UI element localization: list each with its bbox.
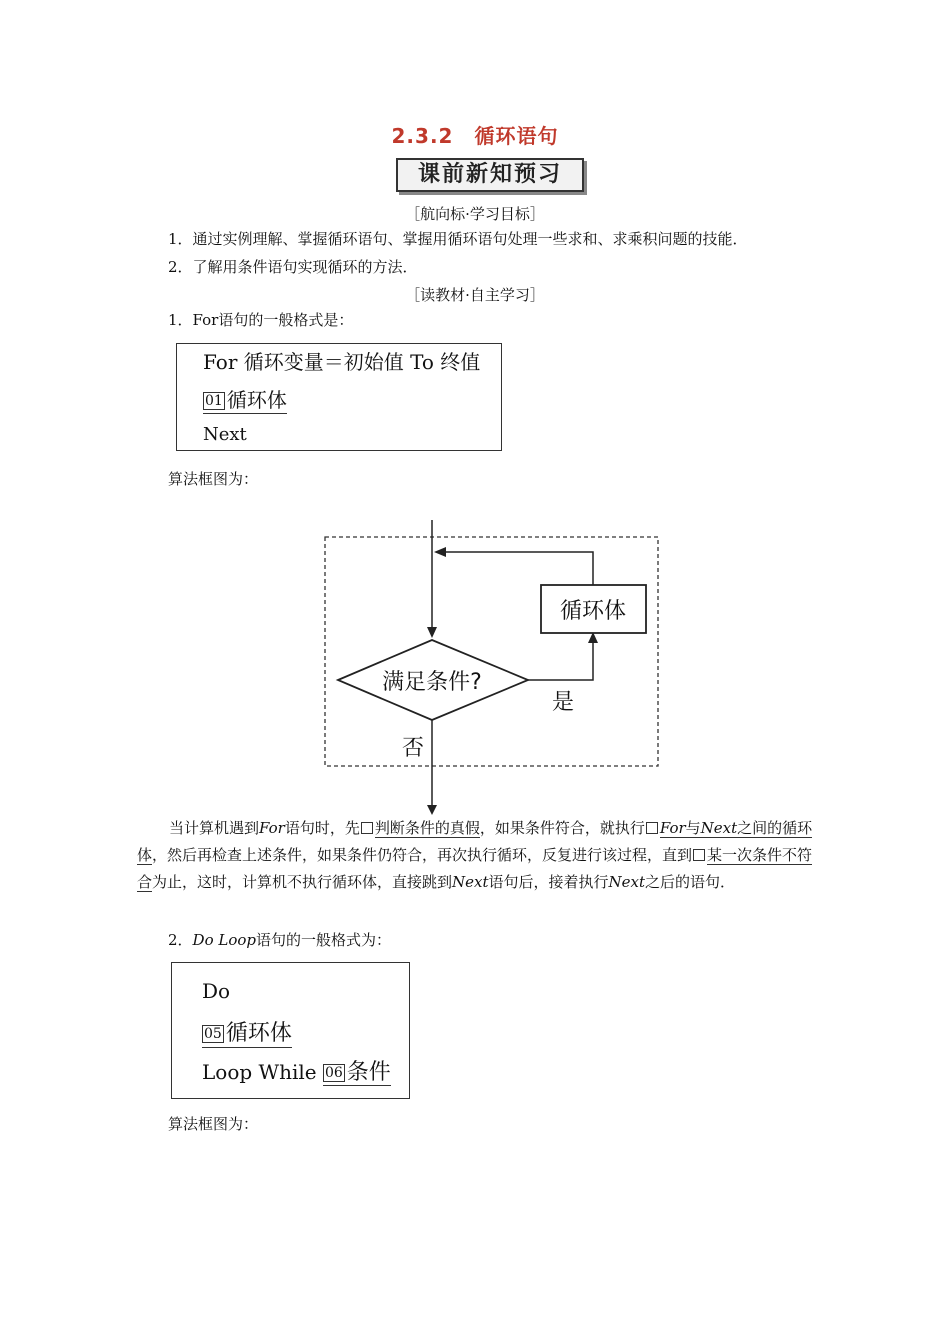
- entry-arrowhead: [427, 627, 437, 638]
- answer-number-01: 01: [205, 393, 223, 409]
- do-loop-intro: 2．Do Loop语句的一般格式为：: [168, 931, 392, 949]
- for-line-2: [203, 384, 287, 414]
- yes-arrow: [528, 641, 593, 680]
- for-intro: 1．For语句的一般格式是：: [168, 311, 354, 329]
- do-line-3: Loop While 06 条件: [202, 1060, 391, 1085]
- for-line-3: Next: [203, 424, 247, 445]
- for-body-label: 循环体: [226, 388, 287, 412]
- flow-label-2: 算法框图为：: [168, 1115, 259, 1133]
- for-explanation: 当计算机遇到For语句时，先 判断条件的真假，如果条件符合，就执行 For与Next之间的循环体，然后再检查上述条件，如果条件仍符合，再次执行循环，反复进行该过程，直到 某一次条件不符合为止，这时，计算机不执行循环体，直接跳到Next语句后，接着执行Next之后的语句．: [137, 819, 813, 891]
- answer-blank-02: [361, 822, 373, 834]
- reading-header: ［读教材·自主学习］: [405, 286, 545, 304]
- for-flowchart: [300, 495, 680, 815]
- do-line-2: 05 循环体: [202, 1016, 292, 1048]
- loop-body-text: 循环体: [559, 599, 627, 624]
- return-arrow: [445, 552, 593, 585]
- do-line-1: Do: [202, 979, 231, 1003]
- answer-blank-04: [693, 849, 705, 861]
- answer-number-06: 06: [324, 1065, 343, 1081]
- goal-item-1: 1．通过实例理解、掌握循环语句、掌握用循环语句处理一些求和、求乘积问题的技能．: [168, 230, 748, 248]
- decision-text: 满足条件?: [382, 670, 482, 695]
- no-label: 否: [402, 736, 425, 761]
- do-loop-syntax-box: [171, 962, 410, 1099]
- section-banner: 课前新知预习: [396, 158, 584, 192]
- goals-header: ［航向标·学习目标］: [405, 205, 545, 223]
- goal-item-2: 2．了解用条件语句实现循环的方法．: [168, 258, 418, 276]
- yes-label: 是: [552, 690, 575, 715]
- answer-number-05: 05: [204, 1026, 222, 1042]
- answer-blank-03: [646, 822, 658, 834]
- flow-label-1: 算法框图为：: [168, 470, 259, 488]
- page-title: 2.3.2 循环语句: [391, 124, 559, 148]
- for-syntax-box: [176, 343, 502, 451]
- loop-dashed-frame: [325, 537, 658, 766]
- for-line-1: For 循环变量＝初始值 To 终值: [203, 350, 481, 374]
- return-arrowhead: [434, 547, 446, 557]
- exit-arrowhead: [427, 805, 437, 815]
